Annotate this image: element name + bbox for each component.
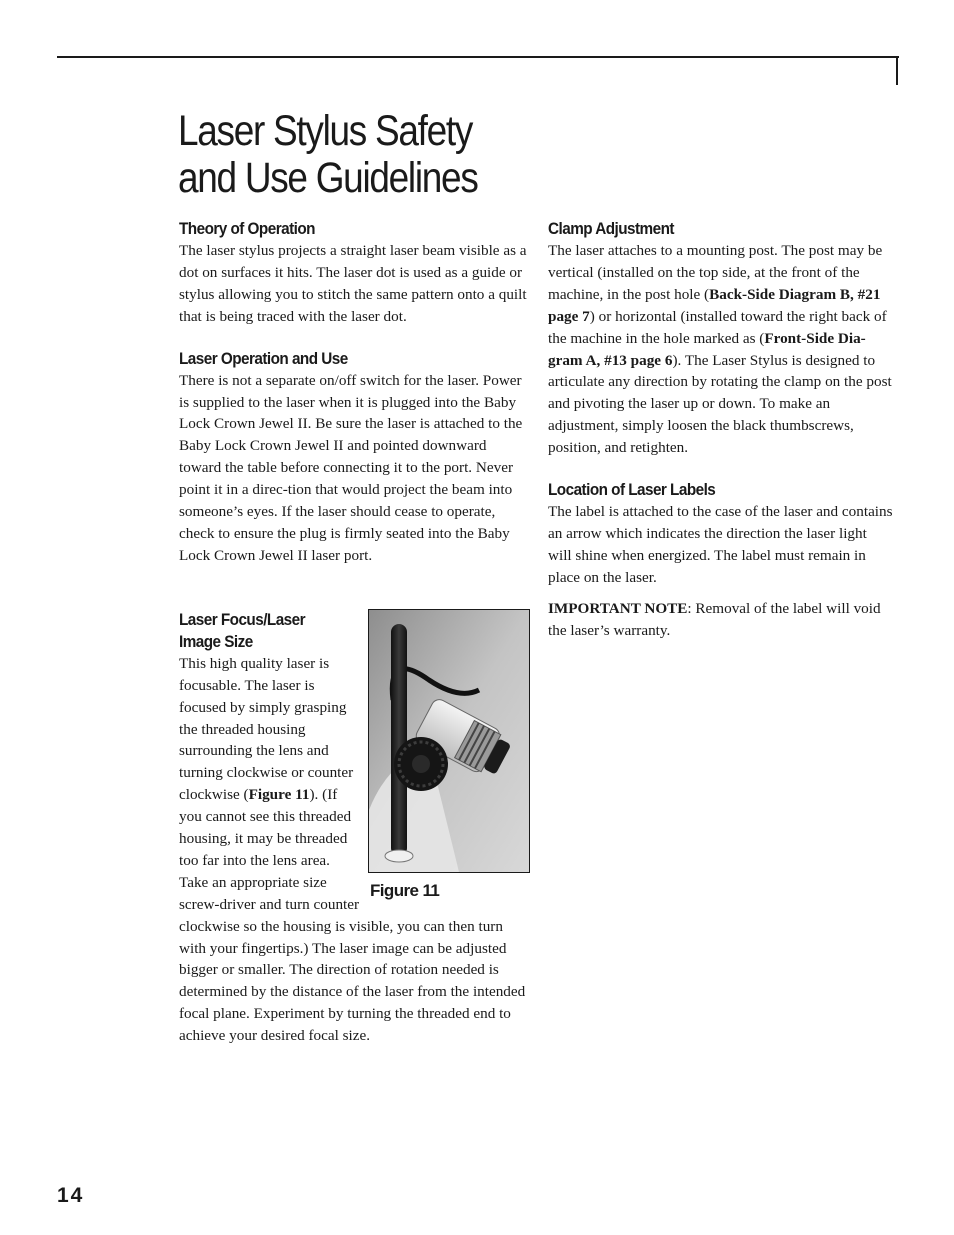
important-note-label: IMPORTANT NOTE	[548, 599, 688, 617]
top-rule	[57, 56, 899, 58]
operation-heading: Laser Operation and Use	[179, 348, 348, 368]
figure-11-reference: Figure 11	[248, 786, 310, 804]
important-note	[548, 598, 894, 642]
focus-body-part-2: ). (If you cannot see this threaded housing, it may be threaded too far into the lens area. Take an appropriate size screw-driver and turn counter clockwise so the housing is visible, you can then turn with your fingertips.) The laser image can be adjusted bigger or smaller. The direction of rotation needed is determined by the distance of the laser from the intended focal plane. Experiment by turning the threaded end to achieve your desired focal size.	[179, 786, 526, 1045]
back-side-diagram-reference: Back-Side Diagram B, #21 page 7	[548, 285, 881, 325]
focus-heading-line-1: Laser Focus/Laser	[179, 609, 306, 629]
clamp-body-part-2: ) or horizontal (installed toward the right back of the machine in the hole marked as (	[548, 307, 887, 347]
section-theory-of-operation	[179, 218, 527, 328]
operation-body: There is not a separate on/off switch for the laser. Power is supplied to the laser when it is plugged into the Baby Lock Crown Jewel II. Be sure the laser is attached to the Baby Lock Crown Jewel II and pointed downward toward the table before connecting it to the port. Never point it in a direc-tion that would project the beam into someone’s eyes. If the laser should cease to operate, check to ensure the plug is firmly seated into the Baby Lock Crown Jewel II laser port.	[179, 371, 523, 564]
front-side-diagram-reference: Front-Side Dia-gram A, #13 page 6	[548, 329, 866, 369]
section-laser-operation	[179, 348, 527, 567]
page-title	[178, 108, 478, 202]
page-title-line-2: and Use Guidelines	[178, 154, 478, 202]
left-column	[179, 218, 527, 1047]
focus-heading-line-2: Image Size	[179, 631, 253, 651]
page-title-line-1: Laser Stylus Safety	[178, 107, 473, 155]
clamp-body-part-1: The laser attaches to a mounting post. The post may be vertical (installed on the top side, at the front of the machine, in the post hole (	[548, 242, 883, 303]
theory-body: The laser stylus projects a straight laser beam visible as a dot on surfaces it hits. The laser dot is used as a guide or stylus allowing you to stitch the same pattern onto a quilt that is being traced with the laser dot.	[179, 242, 527, 325]
important-note-body: : Removal of the label will void the laser’s warranty.	[548, 599, 881, 639]
theory-heading: Theory of Operation	[179, 219, 315, 238]
clamp-body-part-3: ). The Laser Stylus is designed to articulate any direction by rotating the clamp on the post and pivoting the laser up or down. To make an adjustment, simply loosen the black thumbscrews, position, and retighten.	[548, 351, 892, 457]
labels-body: The label is attached to the case of the laser and contains an arrow which indicates the direction the laser light will shine when energized. The label must remain in place on the laser.	[548, 503, 893, 586]
page-number: 14	[57, 1184, 85, 1207]
right-column	[548, 218, 894, 642]
section-clamp-adjustment	[548, 218, 894, 459]
labels-heading: Location of Laser Labels	[548, 480, 716, 500]
top-rule-corner-tick	[896, 56, 898, 85]
clamp-body	[548, 240, 894, 459]
figure-11-caption: Figure 11	[370, 880, 440, 900]
section-laser-labels	[548, 479, 894, 641]
focus-body-part-1: This high quality laser is focusable. The laser is focused by simply grasping the threaded housing surrounding the lens and turning clockwise or counter clockwise (	[179, 654, 354, 804]
section-laser-focus	[179, 609, 527, 1047]
clamp-heading: Clamp Adjustment	[548, 219, 674, 238]
